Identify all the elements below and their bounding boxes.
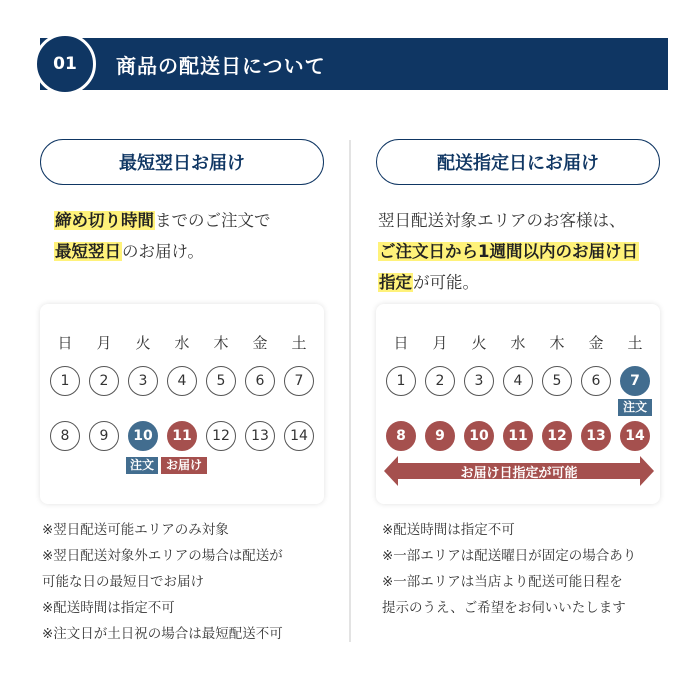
calendar-day: 1	[386, 366, 416, 396]
note-item: 可能な日の最短日でお届け	[42, 574, 204, 590]
order-day: 10	[128, 421, 158, 451]
calendar-day: 2	[89, 366, 119, 396]
delivery-range-arrow	[384, 456, 654, 486]
weekday-label: 土	[291, 334, 307, 352]
section-number-badge: 01	[34, 33, 96, 95]
note-item: 提示のうえ、ご希望をお伺いいたします	[382, 600, 626, 616]
column-divider	[349, 140, 351, 642]
selectable-delivery-day: 13	[581, 421, 611, 451]
calendar-day: 3	[128, 366, 158, 396]
selectable-delivery-day: 8	[386, 421, 416, 451]
next-day-description	[54, 205, 344, 267]
order-tag: 注文	[126, 457, 158, 474]
calendar-day: 14	[284, 421, 314, 451]
selectable-delivery-day: 9	[425, 421, 455, 451]
weekday-label: 日	[57, 334, 73, 352]
weekday-label: 土	[627, 334, 643, 352]
section-title: 商品の配送日について	[116, 54, 326, 78]
weekday-label: 日	[393, 334, 409, 352]
description-text: 翌日配送対象エリアのお客様は、	[378, 211, 626, 230]
order-tag: 注文	[618, 399, 652, 416]
calendar-day: 4	[167, 366, 197, 396]
note-item: ※配送時間は指定不可	[42, 600, 175, 616]
description-text: までのご注文で	[155, 211, 271, 230]
next-day-notes	[42, 517, 342, 647]
weekday-label: 水	[174, 334, 190, 352]
specified-date-delivery-heading: 配送指定日にお届け	[376, 139, 660, 185]
cutoff-time-highlight: 締め切り時間	[55, 211, 154, 230]
weekday-label: 金	[588, 334, 604, 352]
calendar-day: 13	[245, 421, 275, 451]
note-item: ※注文日が土日祝の場合は最短配送不可	[42, 626, 283, 642]
calendar-day: 6	[581, 366, 611, 396]
calendar-day: 5	[206, 366, 236, 396]
next-day-highlight: 最短翌日	[55, 242, 121, 261]
delivery-tag: お届け	[161, 457, 207, 474]
description-text: のお届け。	[122, 242, 204, 261]
calendar-day: 12	[206, 421, 236, 451]
note-item: ※一部エリアは当店より配送可能日程を	[382, 574, 623, 590]
delivery-day: 11	[167, 421, 197, 451]
selectable-delivery-day: 10	[464, 421, 494, 451]
selectable-delivery-day: 11	[503, 421, 533, 451]
one-week-highlight: ご注文日から1週間以内のお届け日	[379, 242, 638, 261]
note-item: ※翌日配送対象外エリアの場合は配送が	[42, 548, 283, 564]
weekday-label: 火	[135, 334, 151, 352]
calendar-day: 4	[503, 366, 533, 396]
weekday-label: 月	[96, 334, 112, 352]
calendar-day: 6	[245, 366, 275, 396]
weekday-label: 木	[213, 334, 229, 352]
calendar-day: 7	[284, 366, 314, 396]
calendar-day: 2	[425, 366, 455, 396]
description-text: が可能。	[413, 273, 479, 292]
order-day: 7	[620, 366, 650, 396]
designation-highlight: 指定	[379, 273, 412, 292]
next-day-delivery-heading: 最短翌日お届け	[40, 139, 324, 185]
weekday-label: 月	[432, 334, 448, 352]
calendar-day: 3	[464, 366, 494, 396]
calendar-day: 1	[50, 366, 80, 396]
weekday-label: 金	[252, 334, 268, 352]
specified-date-notes	[382, 517, 682, 621]
calendar-day: 9	[89, 421, 119, 451]
range-label: お届け日指定が可能	[460, 465, 578, 481]
calendar-day: 5	[542, 366, 572, 396]
weekday-label: 火	[471, 334, 487, 352]
note-item: ※配送時間は指定不可	[382, 522, 515, 538]
weekday-label: 木	[549, 334, 565, 352]
specified-date-description	[378, 205, 688, 298]
note-item: ※一部エリアは配送曜日が固定の場合あり	[382, 548, 637, 564]
selectable-delivery-day: 12	[542, 421, 572, 451]
selectable-delivery-day: 14	[620, 421, 650, 451]
weekday-label: 水	[510, 334, 526, 352]
calendar-day: 8	[50, 421, 80, 451]
note-item: ※翌日配送可能エリアのみ対象	[42, 522, 229, 538]
